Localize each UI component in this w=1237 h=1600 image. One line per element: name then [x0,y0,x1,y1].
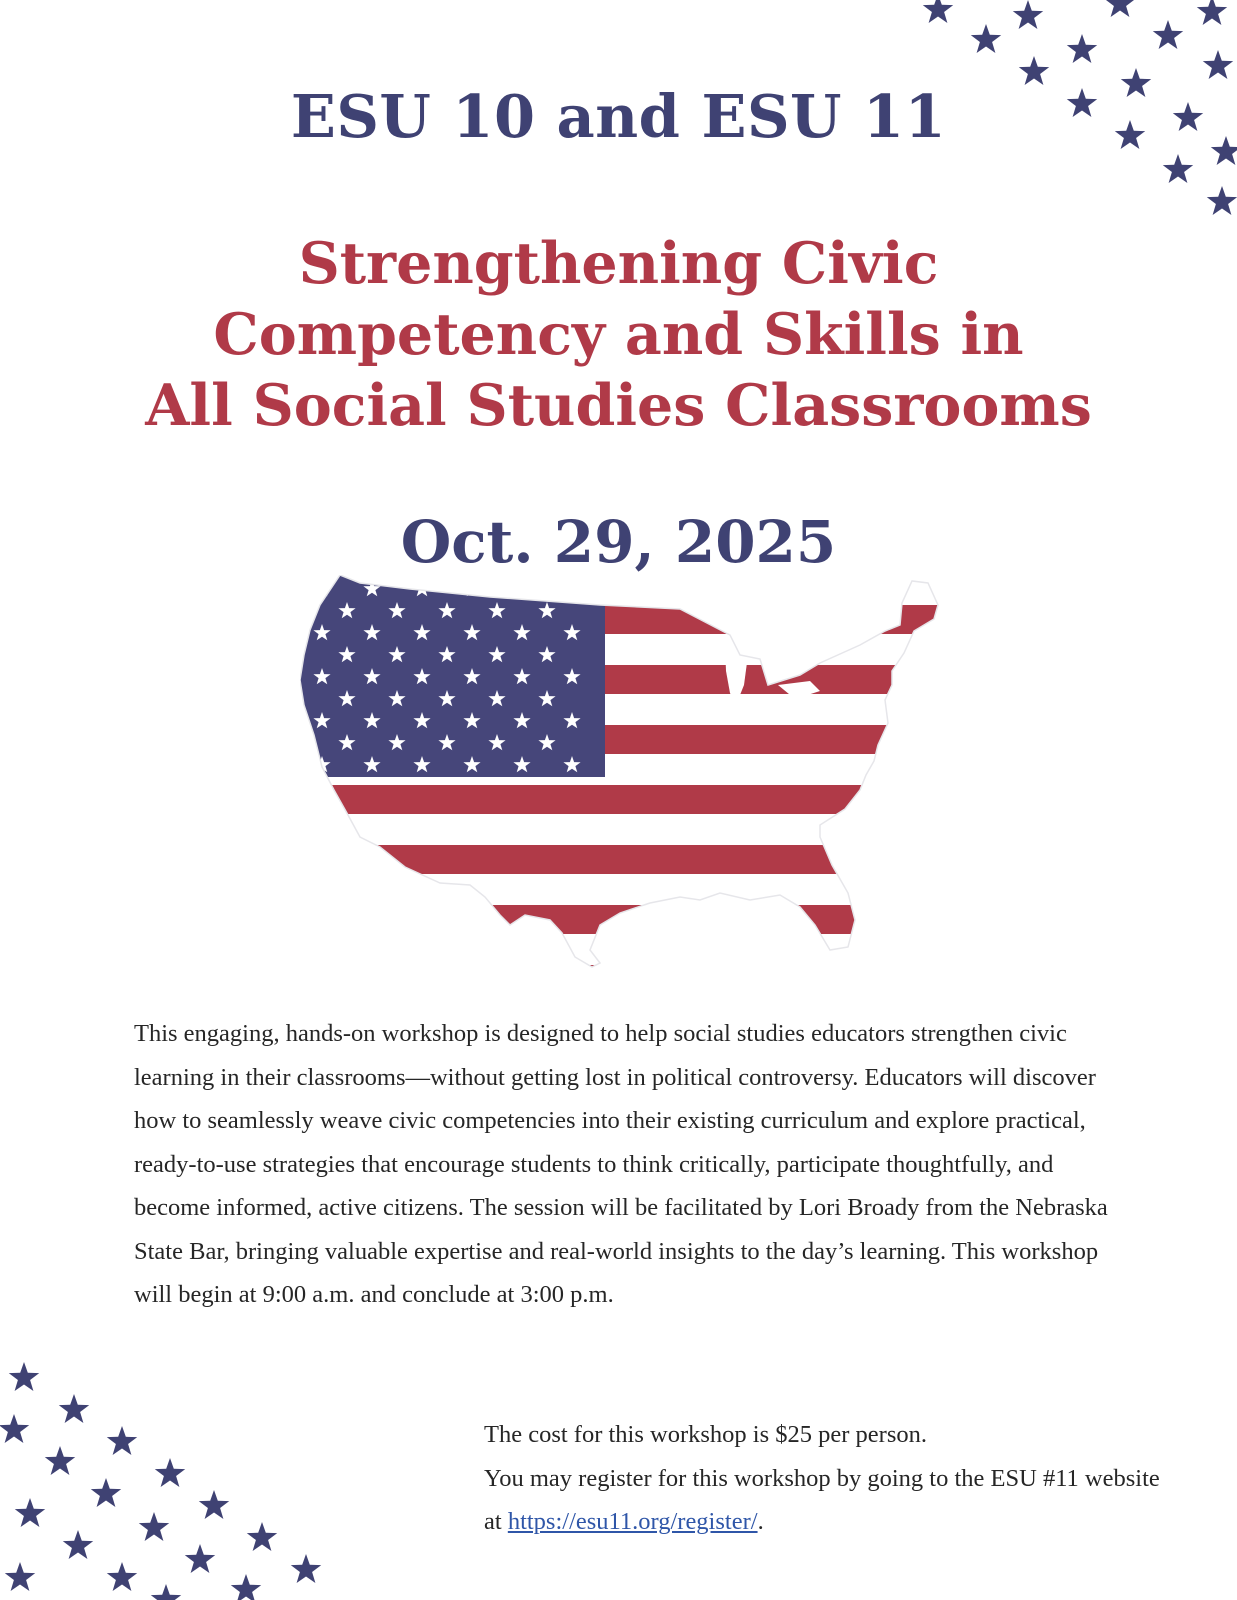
star-icon [1013,0,1043,29]
workshop-description: This engaging, hands-on workshop is designed to help social studies educators strengthen civic learning in their classrooms—without getting lost in political controversy. Educators will discover how to seamlessly weave civic competencies into their existing curriculum and explore practical, ready-to-use strategies that encourage students to think critically, participate thoughtfully, and become informed, active citizens. The session will be facilitated by Lori Broady from the Nebraska State Bar, bringing valuable expertise and real-world insights to the day’s learning. This workshop will begin at 9:00 a.m. and conclude at 3:00 p.m. [134,1020,1108,1308]
register-instructions: You may register for this workshop by going to the ESU #11 website at [484,1464,1160,1535]
register-text [484,1457,1164,1544]
star-icon [1067,34,1097,63]
workshop-date: Oct. 29, 2025 [400,508,837,576]
star-icon [1105,0,1135,17]
star-icon [1207,186,1237,215]
star-icon [151,1584,181,1600]
workshop-title-line-1: Strengthening Civic [298,230,939,297]
workshop-title-line-3: All Social Studies Classrooms [145,372,1092,439]
workshop-title-line-2: Competency and Skills in [213,301,1024,368]
star-icon [1197,0,1227,25]
star-icon [15,1498,45,1527]
star-icon [107,1426,137,1455]
star-icon [45,1446,75,1475]
star-icon [185,1544,215,1573]
star-icon [107,1562,137,1591]
star-icon [91,1478,121,1507]
star-icon [63,1530,93,1559]
star-icon [291,1554,321,1583]
star-icon [5,1562,35,1591]
star-icon [59,1394,89,1423]
star-icon [1203,50,1233,79]
flag-star [513,580,530,596]
star-icon [923,0,953,23]
organizations-heading: ESU 10 and ESU 11 [290,82,947,151]
register-link[interactable]: https://esu11.org/register/ [507,1508,758,1535]
star-icon [0,1414,29,1443]
star-icon [1153,20,1183,49]
star-icon [1163,154,1193,183]
star-icon [155,1458,185,1487]
star-icon [9,1362,39,1391]
star-icon [199,1490,229,1519]
us-flag-map-icon [300,575,960,985]
register-trailing: . [757,1508,764,1535]
registration-info [484,1413,1164,1544]
star-icon [139,1512,169,1541]
flag-star [563,580,580,596]
star-icon [1019,56,1049,85]
star-icon [231,1574,261,1600]
workshop-title [0,228,1237,441]
cost-text: The cost for this workshop is $25 per person. [484,1421,927,1448]
star-icon [247,1522,277,1551]
star-icon [971,24,1001,53]
